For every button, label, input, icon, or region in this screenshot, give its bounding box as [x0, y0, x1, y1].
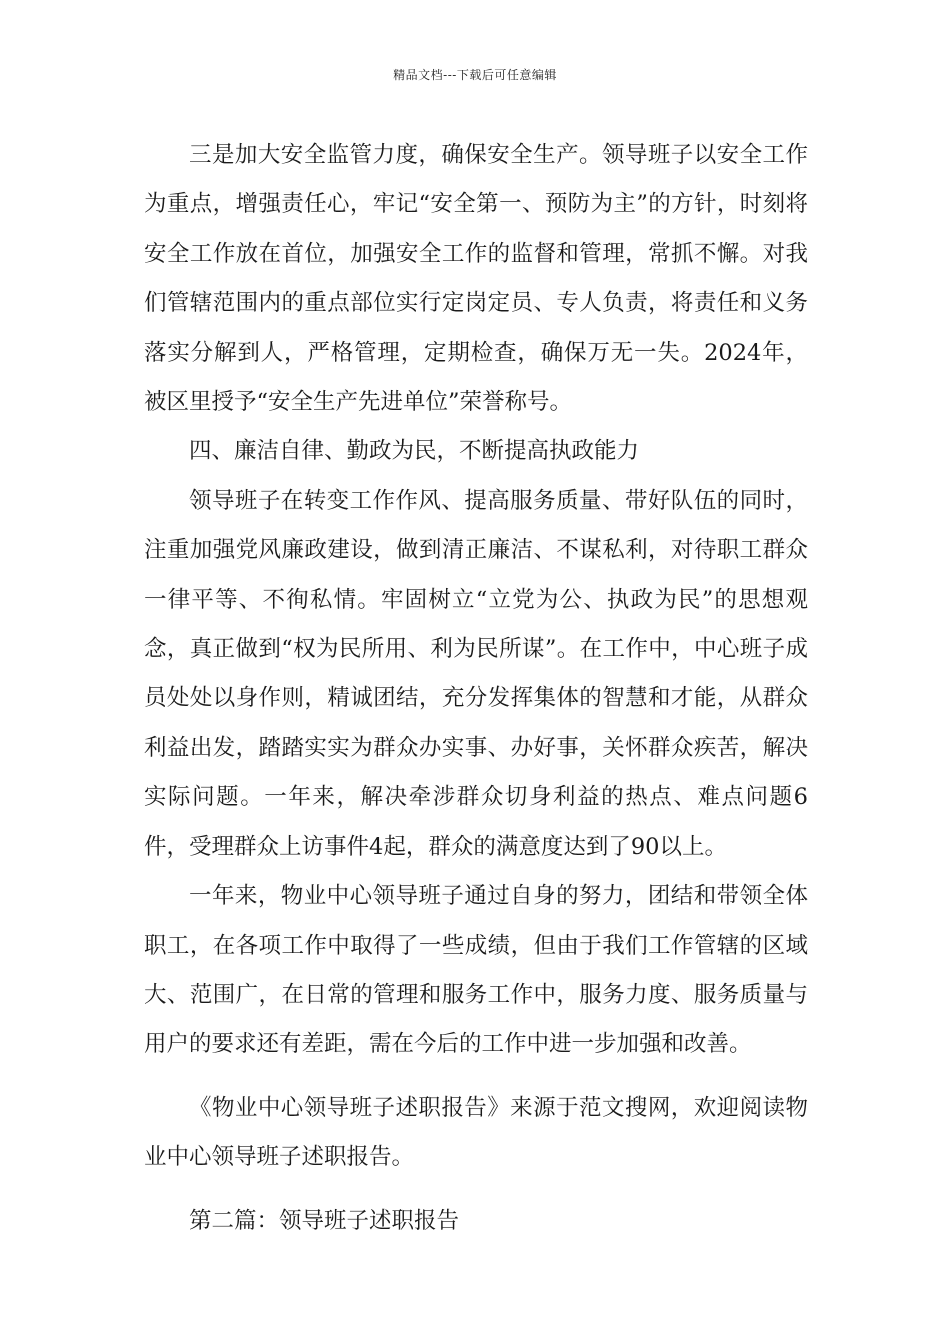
- paragraph-summary: 一年来，物业中心领导班子通过自身的努力，团结和带领全体职工，在各项工作中取得了一些成绩，但由于我们工作管辖的区域大、范围广，在日常的管理和服务工作中，服务力度、服务质量与用户的要求还有差距，需在今后的工作中进一步加强和改善。: [144, 883, 808, 1058]
- paragraph-source-note: 《物业中心领导班子述职报告》来源于范文搜网，欢迎阅读物业中心领导班子述职报告。: [144, 1094, 808, 1171]
- section-heading-part-two: 第二篇：领导班子述职报告: [189, 1207, 460, 1234]
- page-header: 精品文档---下载后可任意编辑: [393, 68, 557, 82]
- paragraph-integrity: 领导班子在转变工作作风、提高服务质量、带好队伍的同时，注重加强党风廉政建设，做到清正廉洁、不谋私利，对待职工群众一律平等、不徇私情。牢固树立“立党为公、执政为民”的思想观念，真正做到“权为民所用、利为民所谋”。在工作中，中心班子成员处处以身作则，精诚团结，充分发挥集体的智慧和才能，从群众利益出发，踏踏实实为群众办实事、办好事，关怀群众疾苦，解决实际问题。一年来，解决牵涉群众切身利益的热点、难点问题6件，受理群众上访事件4起，群众的满意度达到了90以上。: [144, 487, 808, 860]
- paragraph-safety: 三是加大安全监管力度，确保安全生产。领导班子以安全工作为重点，增强责任心，牢记“安全第一、预防为主”的方针，时刻将安全工作放在首位，加强安全工作的监督和管理，常抓不懈。对我们管辖范围内的重点部位实行定岗定员、专人负责，将责任和义务落实分解到人，严格管理，定期检查，确保万无一失。2024年，被区里授予“安全生产先进单位”荣誉称号。: [144, 142, 808, 416]
- section-heading-integrity: 四、廉洁自律、勤政为民，不断提高执政能力: [189, 438, 640, 465]
- document-body: [144, 131, 808, 1246]
